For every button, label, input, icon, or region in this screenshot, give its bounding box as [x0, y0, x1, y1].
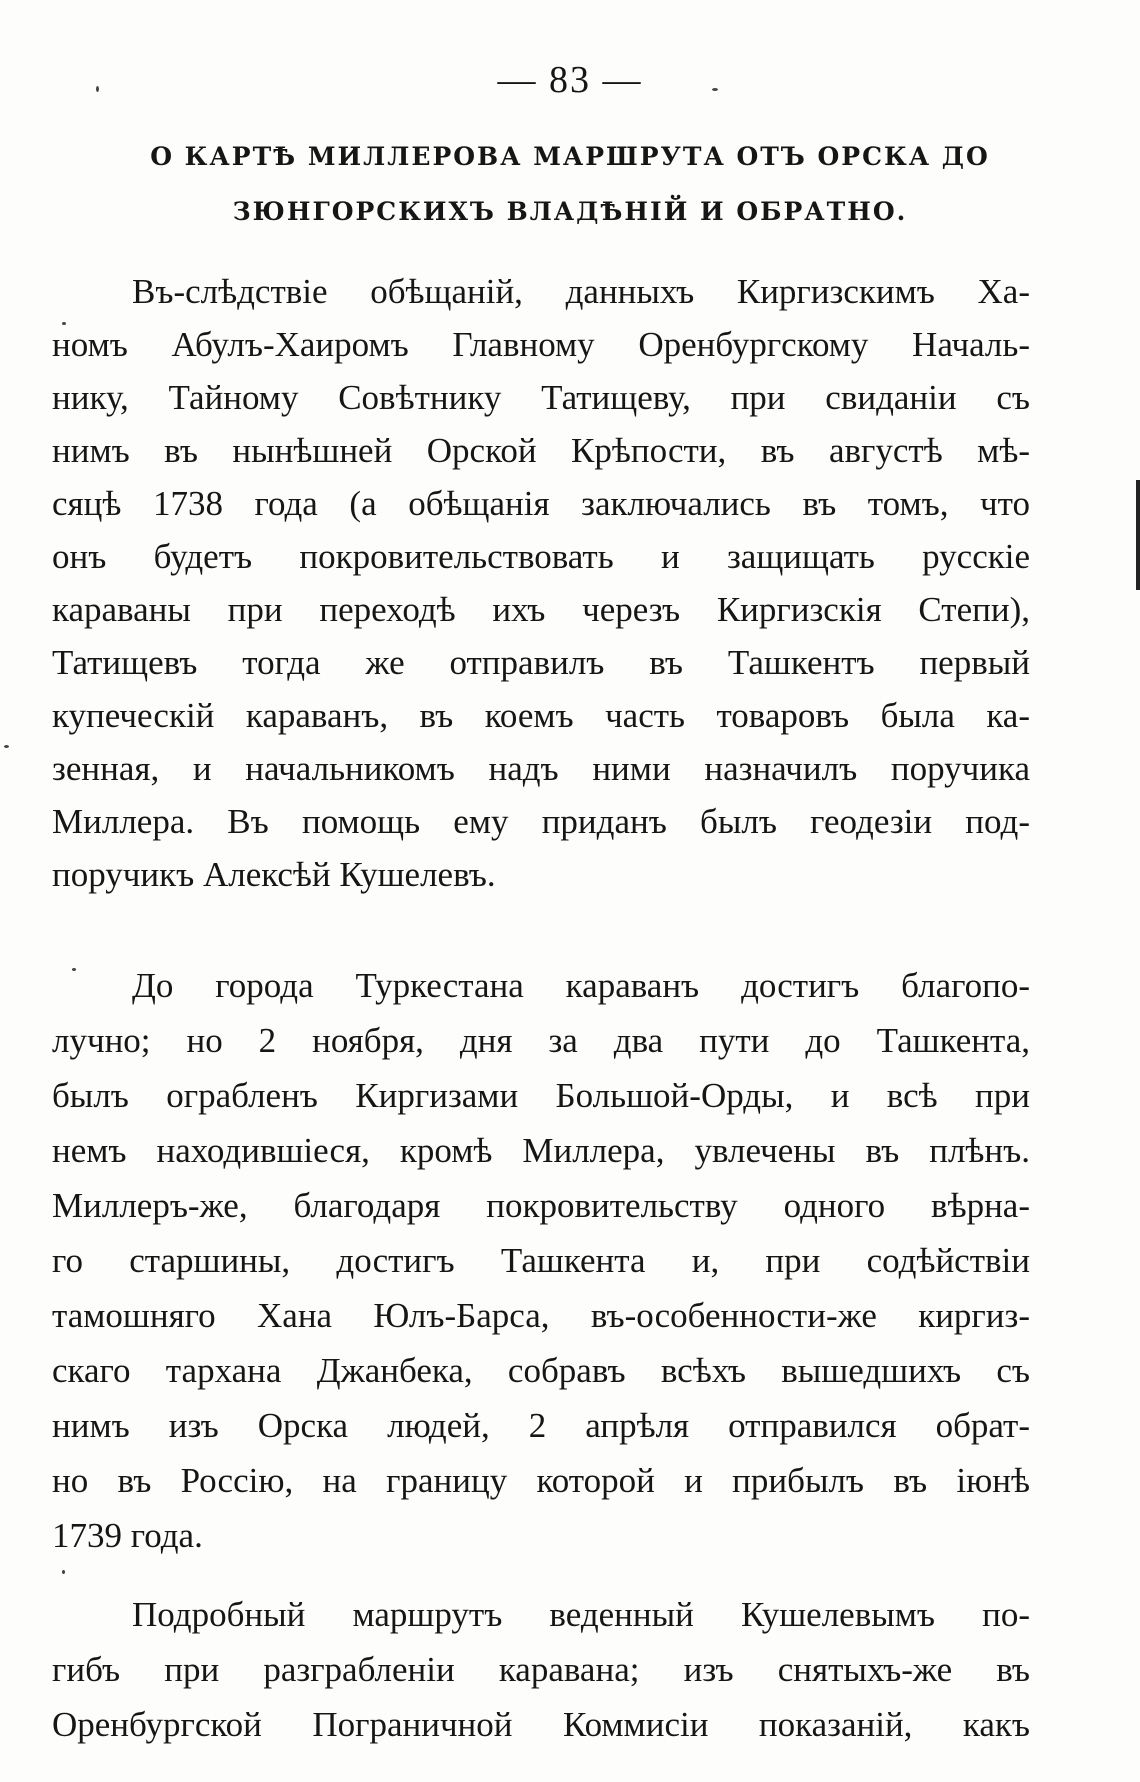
paragraph-2-line-8: скаго тархана Джанбека, собравъ всѣхъ вышедшихъ съ — [52, 1351, 1030, 1390]
paragraph-2-line-1: До города Туркестана караванъ достигъ благопо- — [132, 966, 1030, 1005]
paragraph-1-line-5: сяцѣ 1738 года (а обѣщанія заключались въ томъ, что — [52, 484, 1030, 523]
paragraph-2-line-5: Миллеръ-же, благодаря покровительству одного вѣрна- — [52, 1186, 1030, 1225]
paragraph-2-line-11: 1739 года. — [52, 1516, 203, 1555]
paragraph-1-line-11: Миллера. Въ помощь ему приданъ былъ геодезіи под- — [52, 802, 1030, 841]
paragraph-3-line-1: Подробный маршрутъ веденный Кушелевымъ по- — [132, 1595, 1030, 1634]
paragraph-1-line-2: номъ Абулъ-Хаиромъ Главному Оренбургскому Началь- — [52, 325, 1030, 364]
paragraph-1-line-7: караваны при переходѣ ихъ черезъ Киргизскія Степи), — [52, 590, 1030, 629]
paragraph-2-line-2: лучно; но 2 ноября, дня за два пути до Ташкента, — [52, 1021, 1030, 1060]
chapter-title-line-2: ЗЮНГОРСКИХЪ ВЛАДѢНІЙ И ОБРАТНО. — [232, 197, 908, 226]
paragraph-1-line-6: онъ будетъ покровительствовать и защищать русскіе — [52, 537, 1030, 576]
scan-speck — [62, 322, 66, 325]
scan-speck — [4, 745, 9, 748]
paragraph-2-line-6: го старшины, достигъ Ташкента и, при содѣйствіи — [52, 1241, 1030, 1280]
paragraph-2-line-10: но въ Россію, на границу которой и прибылъ въ іюнѣ — [52, 1461, 1030, 1500]
paragraph-2-line-9: нимъ изъ Орска людей, 2 апрѣля отправился обрат- — [52, 1406, 1030, 1445]
paragraph-3-line-3: Оренбургской Пограничной Коммисіи показаній, какъ — [52, 1705, 1030, 1744]
paragraph-1-line-1: Въ-слѣдствіе обѣщаній, данныхъ Киргизскимъ Ха- — [132, 272, 1030, 311]
paragraph-2-line-3: былъ ограбленъ Киргизами Большой-Орды, и всѣ при — [52, 1076, 1030, 1115]
paragraph-1-line-3: нику, Тайному Совѣтнику Татищеву, при свиданіи съ — [52, 378, 1030, 417]
paragraph-2-line-4: немъ находившіеся, кромѣ Миллера, увлечены въ плѣнъ. — [52, 1131, 1030, 1170]
paragraph-1-line-12: поручикъ Алексѣй Кушелевъ. — [52, 855, 496, 894]
chapter-title-line-1: О КАРТѢ МИЛЛЕРОВА МАРШРУТА ОТЪ ОРСКА ДО — [150, 142, 990, 171]
scan-speck — [96, 86, 99, 92]
page-number: — 83 — — [497, 59, 643, 101]
page-edge-mark — [1136, 480, 1140, 590]
paragraph-1-line-10: зенная, и начальникомъ надъ ними назначилъ поручика — [52, 749, 1030, 788]
paragraph-3-line-2: гибъ при разграбленіи каравана; изъ снятыхъ-же въ — [52, 1650, 1030, 1689]
scan-speck — [712, 88, 718, 91]
scan-speck — [72, 968, 76, 971]
paragraph-1-line-9: купеческій караванъ, въ коемъ часть товаровъ была ка- — [52, 696, 1030, 735]
scan-speck — [62, 1570, 65, 1574]
paragraph-2-line-7: тамошняго Хана Юлъ-Барса, въ-особенности-же киргиз- — [52, 1296, 1030, 1335]
paragraph-1-line-8: Татищевъ тогда же отправилъ въ Ташкентъ первый — [52, 643, 1030, 682]
paragraph-1-line-4: нимъ въ нынѣшней Орской Крѣпости, въ августѣ мѣ- — [52, 431, 1030, 470]
